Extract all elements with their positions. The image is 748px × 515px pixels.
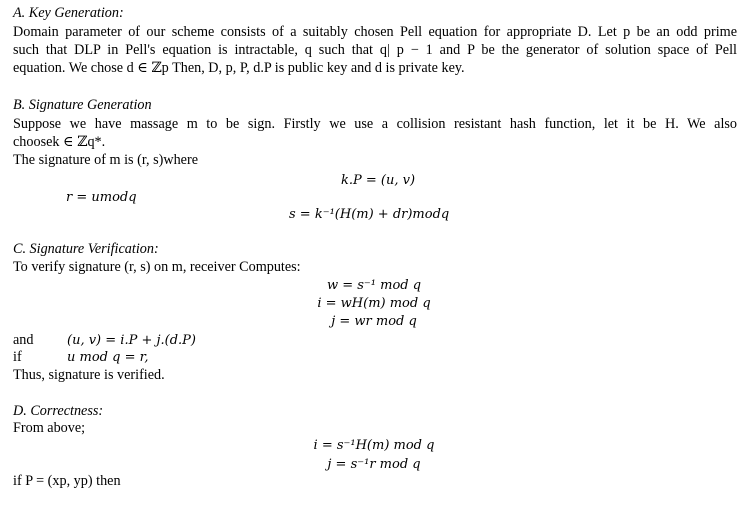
section-b-heading: B. Signature Generation — [13, 97, 152, 113]
equation-w: w = s⁻¹ mod q — [326, 278, 422, 293]
conclusion-text: Thus, signature is verified. — [13, 367, 165, 383]
equation-j: j = wr mod q — [331, 314, 417, 329]
and-expression: (u, v) = i.P + j.(d.P) — [67, 333, 196, 348]
and-label: and — [13, 332, 34, 348]
equation-i: i = wH(m) mod q — [317, 296, 431, 311]
section-d-heading: D. Correctness: — [13, 403, 104, 419]
section-a-line-2: such that DLP in Pell's equation is intractable, q such that q| p − 1 and P be the generator of solution space of Pell — [13, 42, 737, 58]
section-b-line-2: choosek ∈ ℤq*. — [13, 134, 106, 150]
equation-s: s = k⁻¹(H(m) + dr)modq — [289, 207, 450, 222]
equation-j-correctness: j = s⁻¹r mod q — [327, 457, 421, 472]
section-d-last-line: if P = (xp, yp) then — [13, 473, 121, 489]
section-b-line-1: Suppose we have massage m to be sign. Firstly we use a collision resistant hash function, let it be H. We also — [13, 116, 737, 132]
section-d-intro: From above; — [13, 420, 86, 436]
section-a-heading: A. Key Generation: — [13, 5, 124, 21]
if-expression: u mod q = r, — [67, 350, 149, 365]
section-c-heading: C. Signature Verification: — [13, 241, 159, 257]
section-c-intro: To verify signature (r, s) on m, receiver Computes: — [13, 259, 301, 275]
section-b-line-3: The signature of m is (r, s)where — [13, 152, 198, 168]
if-label: if — [13, 349, 22, 365]
equation-r: r = umodq — [66, 190, 137, 205]
equation-k-p: k.P = (u, v) — [341, 173, 416, 188]
section-a-line-3: equation. We chose d ∈ ℤp Then, D, p, P, d.P is public key and d is private key. — [13, 60, 465, 76]
section-a-line-1: Domain parameter of our scheme consists of a suitably chosen Pell equation for appropriate D. Let p be an odd prime — [13, 24, 737, 40]
equation-i-correctness: i = s⁻¹H(m) mod q — [313, 438, 435, 453]
